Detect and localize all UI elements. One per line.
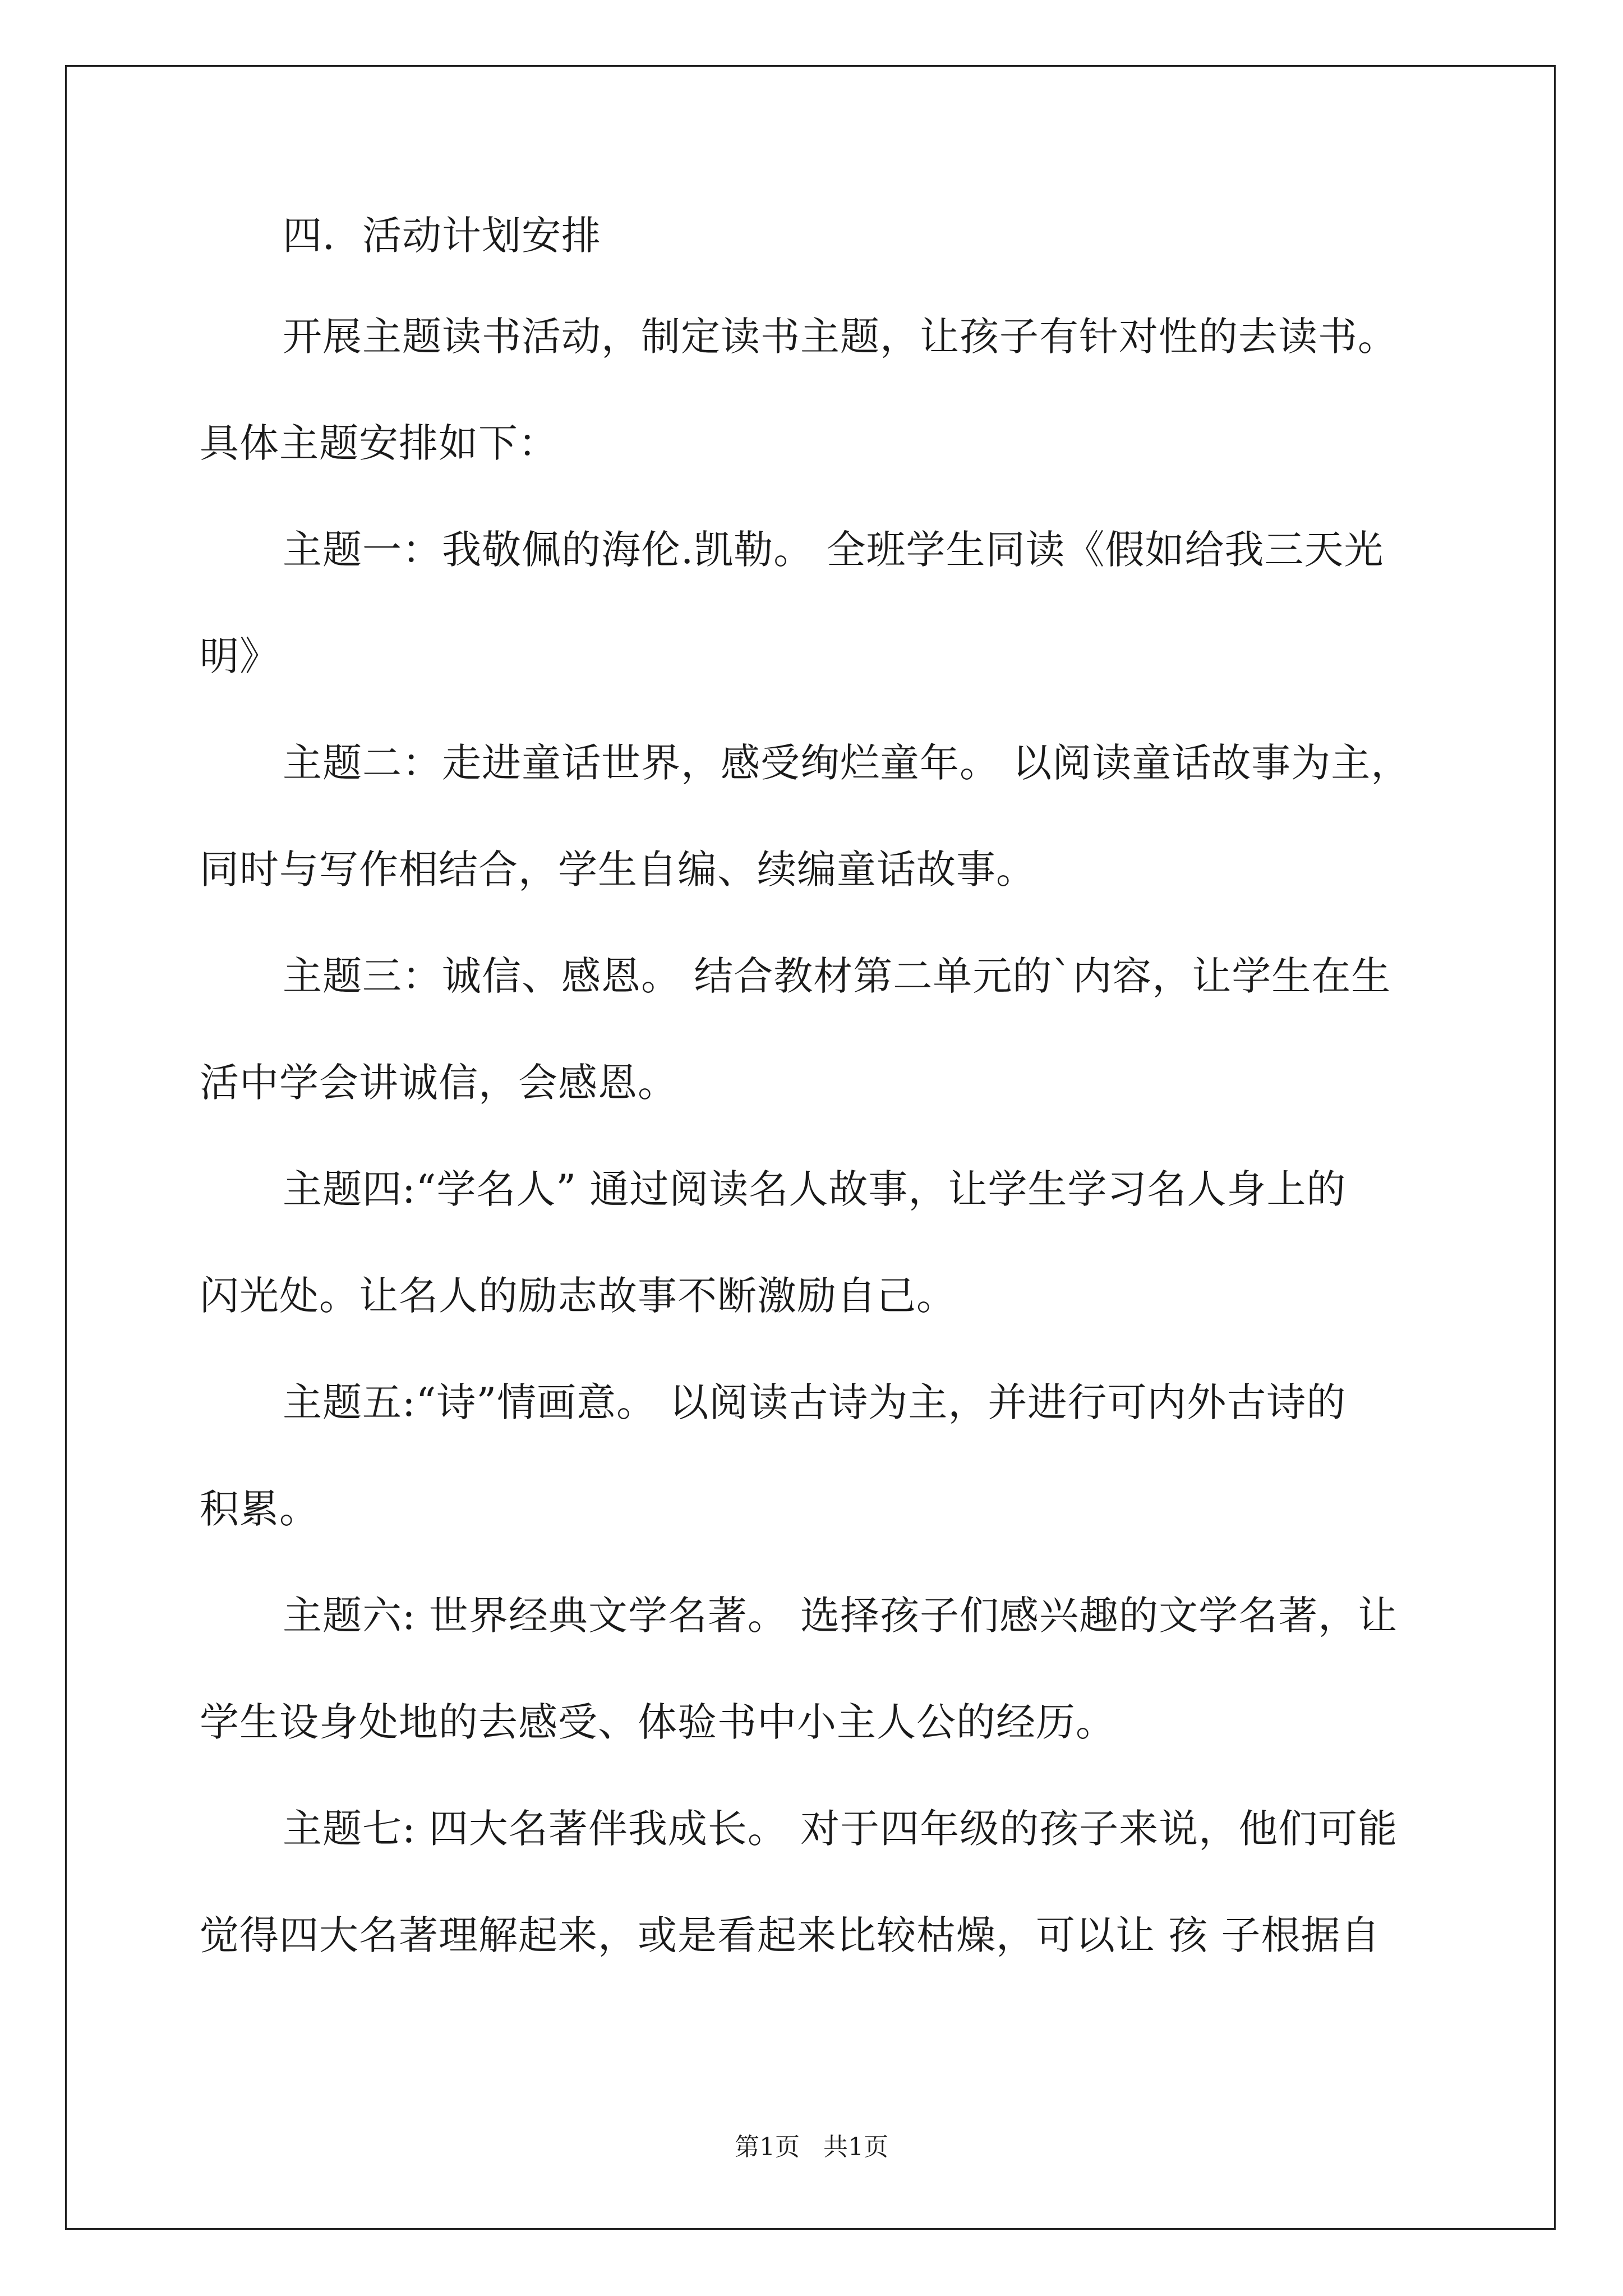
page-border (65, 65, 1556, 2230)
paragraph-line: 主题五:“诗”情画意。 以阅读古诗为主，并进行可内外古诗的 (283, 1379, 1347, 1425)
paragraph-line: 主题三：诚信、感恩。 结合教材第二单元的`内容，让学生在生 (283, 953, 1391, 999)
paragraph-line: 学生设身处地的去感受、体验书中小主人公的经历。 (200, 1699, 1115, 1745)
paragraph-line: 主题四:“学名人” 通过阅读名人故事，让学生学习名人身上的 (283, 1166, 1347, 1212)
paragraph-line: 具体主题安排如下： (200, 420, 558, 466)
paragraph-line: 积累。 (200, 1486, 319, 1532)
section-heading: 四．活动计划安排 (283, 213, 601, 259)
paragraph-line: 主题七: 四大名著伴我成长。 对于四年级的孩子来说，他们可能 (283, 1806, 1398, 1852)
paragraph-line: 明》 (200, 633, 279, 679)
page-footer: 第1页 共1页 (735, 2133, 888, 2161)
paragraph-line: 觉得四大名著理解起来，或是看起来比较枯燥，可以让 孩 子根据自 (200, 1912, 1381, 1958)
paragraph-line: 主题一：我敬佩的海伦.凯勒。 全班学生同读《假如给我三天光 (283, 527, 1384, 573)
paragraph-line: 闪光处。让名人的励志故事不断激励自己。 (200, 1273, 956, 1319)
paragraph-line: 开展主题读书活动，制定读书主题，让孩子有针对性的去读书。 (283, 314, 1398, 360)
paragraph-line: 主题六: 世界经典文学名著。 选择孩子们感兴趣的文学名著，让 (283, 1593, 1398, 1639)
paragraph-line: 主题二：走进童话世界，感受绚烂童年。 以阅读童话故事为主， (283, 740, 1411, 786)
paragraph-line: 同时与写作相结合，学生自编、续编童话故事。 (200, 846, 1036, 892)
paragraph-line: 活中学会讲诚信，会感恩。 (200, 1060, 677, 1106)
